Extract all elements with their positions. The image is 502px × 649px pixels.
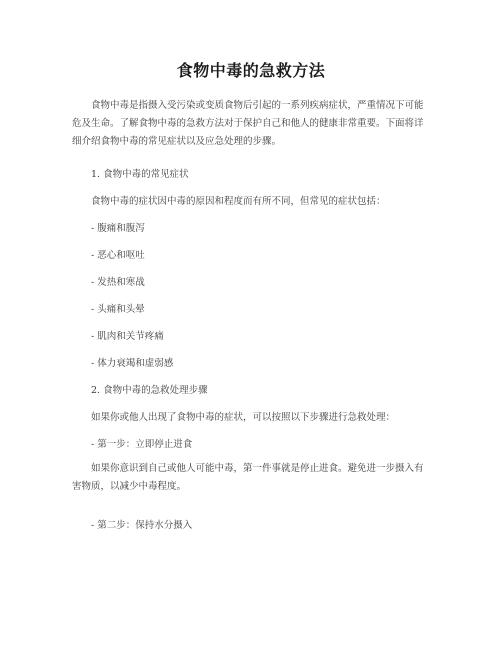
intro-paragraph: 食物中毒是指摄入受污染或变质食物后引起的一系列疾病症状，严重情况下可能危及生命。了解食物中毒的急救方法对于保护自己和他人的健康非常重要。下面将详细介绍食物中毒的常见症状以及应急处理的步骤。 [72, 100, 424, 147]
document-title: 食物中毒的急救方法 [176, 61, 326, 80]
symptom-item: - 腹痛和腹泻 [91, 223, 145, 234]
step-1-paragraph: 如果你意识到自己或他人可能中毒，第一件事就是停止进食。避免进一步摄入有害物质，以减少中毒程度。 [72, 463, 424, 492]
symptom-item: - 恶心和呕吐 [91, 250, 145, 261]
step-2-label: - 第二步：保持水分摄入 [91, 520, 193, 531]
section-2-heading: 2. 食物中毒的急救处理步骤 [91, 385, 208, 396]
symptom-item: - 肌肉和关节疼痛 [91, 331, 164, 342]
section-1-heading: 1. 食物中毒的常见症状 [91, 169, 189, 180]
symptom-item: - 发热和寒战 [91, 277, 145, 288]
section-2-lead: 如果你或他人出现了食物中毒的症状，可以按照以下步骤进行急救处理： [91, 412, 396, 423]
section-1-lead: 食物中毒的症状因中毒的原因和程度而有所不同，但常见的症状包括： [91, 196, 386, 207]
symptom-item: - 体力衰竭和虚弱感 [91, 358, 174, 369]
step-1-label: - 第一步：立即停止进食 [91, 439, 193, 450]
symptom-item: - 头痛和头晕 [91, 304, 145, 315]
